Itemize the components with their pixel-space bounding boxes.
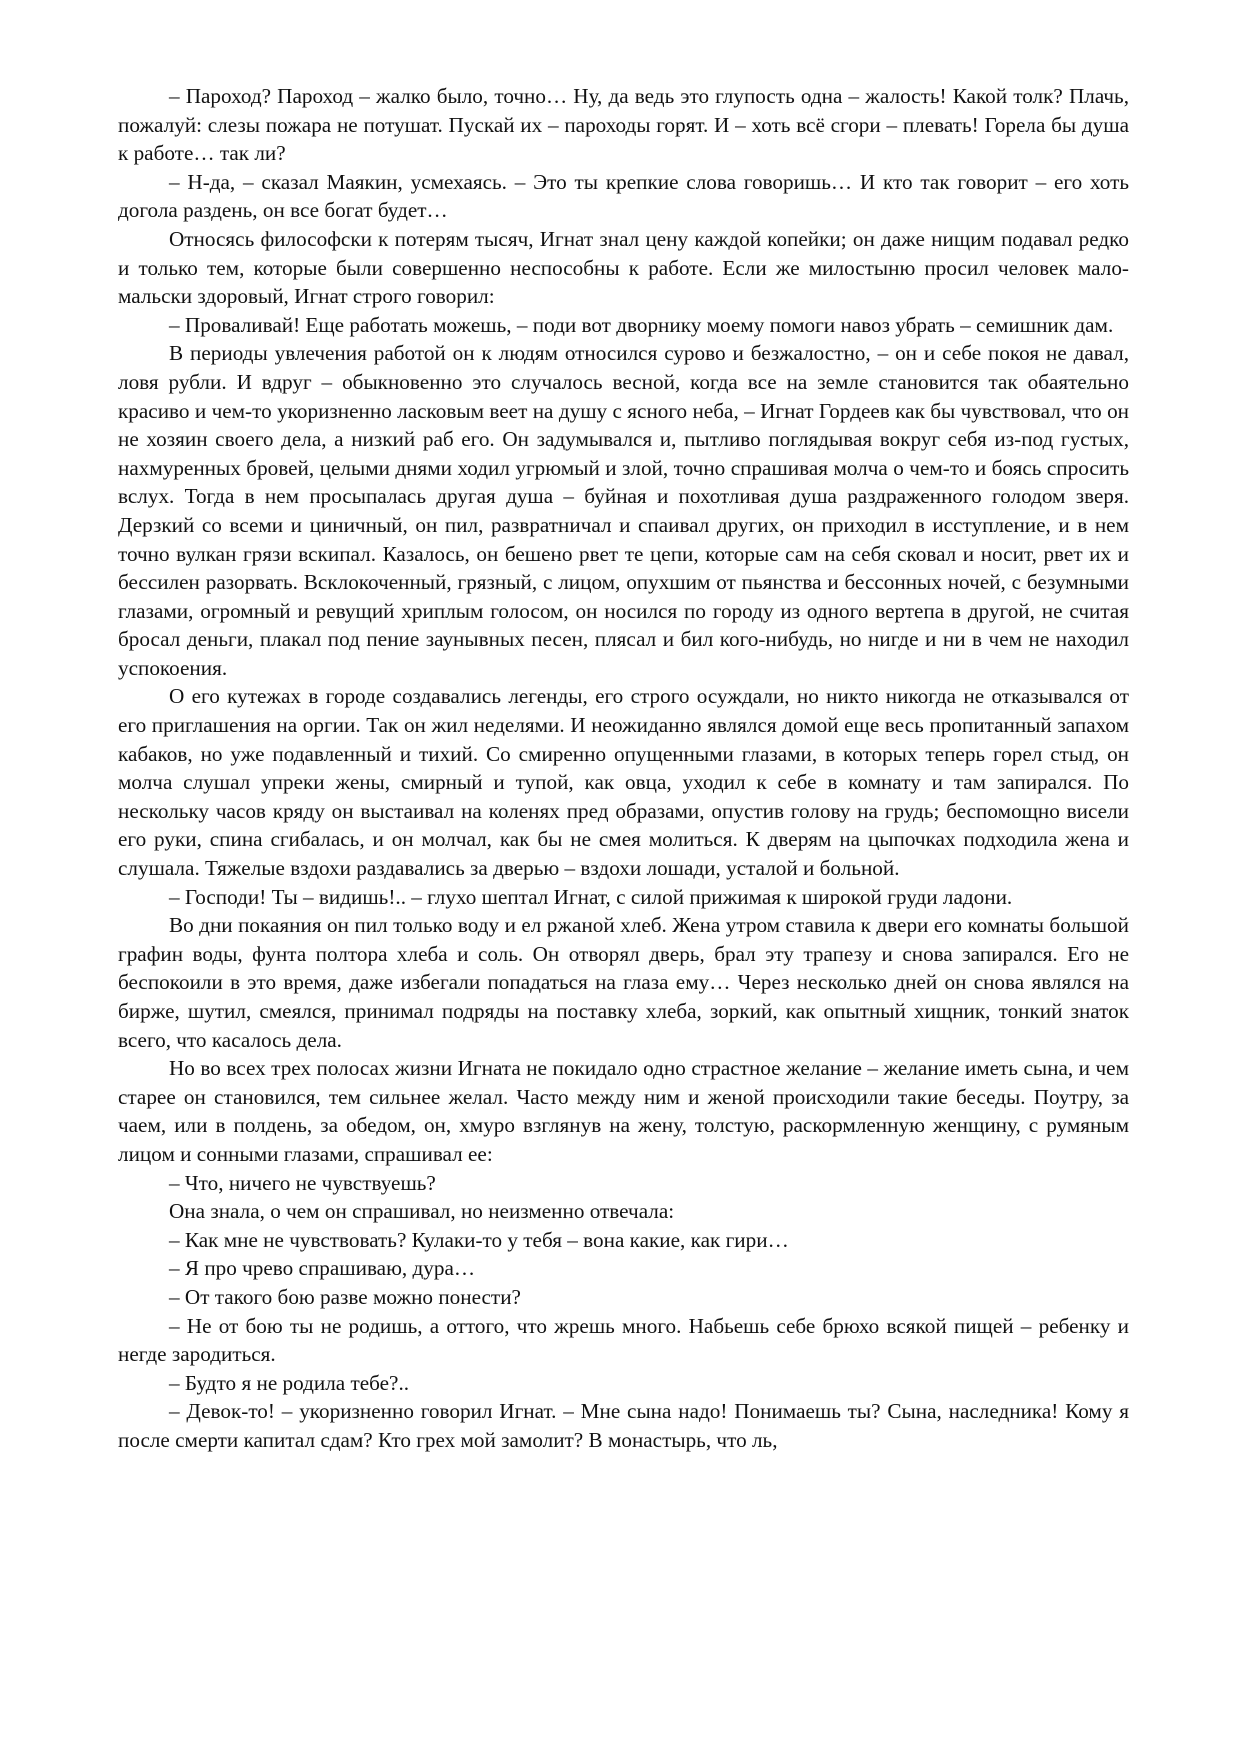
paragraph: – Будто я не родила тебе?.. xyxy=(169,1370,410,1395)
paragraph: В периоды увлечения работой он к людям относился сурово и безжалостно, – он и себе покоя не давал, ловя рубли. И вдруг – обыкновенно это случалось весной, когда все на земле становится так обаятельно красиво и чем-то укоризненно ласковым веет на душу с ясного неба, – Игнат Гордеев как бы чувствовал, что он не хозяин своего дела, а низкий раб его. Он задумывался и, пытливо поглядывая вокруг себя из-под густых, нахмуренных бровей, целыми днями ходил угрюмый и злой, точно спрашивая молча о чем-то и боясь спросить вслух. Тогда в нем просыпалась другая душа – буйная и похотливая душа раздраженного голодом зверя. Дерзкий со всеми и циничный, он пил, развратничал и спаивал других, он приходил в исступление, и в нем точно вулкан грязи вскипал. Казалось, он бешено рвет те цепи, которые сам на себя сковал и носит, рвет их и бессилен разорвать. Всклокоченный, грязный, с лицом, опухшим от пьянства и бессонных ночей, с безумными глазами, огромный и ревущий хриплым голосом, он носился по городу из одного вертепа в другой, не считая бросал деньги, плакал под пение заунывных песен, плясал и бил кого-нибудь, но нигде и ни в чем не находил успокоения. xyxy=(118,341,1129,680)
paragraph: – Девок-то! – укоризненно говорил Игнат. – Мне сына надо! Понимаешь ты? Сына, наследника! Кому я после смерти капитал сдам? Кто грех мой замолит? В монастырь, что ль, xyxy=(118,1399,1129,1452)
paragraph: Она знала, о чем он спрашивал, но неизменно отвечала: xyxy=(169,1199,675,1224)
paragraph: О его кутежах в городе создавались легенды, его строго осуждали, но никто никогда не отказывался от его приглашения на оргии. Так он жил неделями. И неожиданно являлся домой еще весь пропитанный запахом кабаков, но уже подавленный и тихий. Со смиренно опущенными глазами, в которых теперь горел стыд, он молча слушал упреки жены, смирный и тупой, как овца, уходил к себе в комнату и там запирался. По нескольку часов кряду он выстаивал на коленях пред образами, опустив голову на грудь; беспомощно висели его руки, спина сгибалась, и он молчал, как бы не смея молиться. К дверям на цыпочках подходила жена и слушала. Тяжелые вздохи раздавались за дверью – вздохи лошади, усталой и больной. xyxy=(118,684,1129,881)
paragraph: Но во всех трех полосах жизни Игната не покидало одно страстное желание – желание иметь сына, и чем старее он становился, тем сильнее желал. Часто между ним и женой происходили такие беседы. Поутру, за чаем, или в полдень, за обедом, он, хмуро взглянув на жену, толстую, раскормленную женщину, с румяным лицом и сонными глазами, спрашивал ее: xyxy=(118,1056,1129,1166)
paragraph: – Господи! Ты – видишь!.. – глухо шептал Игнат, с силой прижимая к широкой груди ладони. xyxy=(169,884,1013,909)
paragraph: – Не от бою ты не родишь, а оттого, что жрешь много. Набьешь себе брюхо всякой пищей – ребенку и негде зародиться. xyxy=(118,1313,1129,1367)
paragraph: Относясь философски к потерям тысяч, Игнат знал цену каждой копейки; он даже нищим подавал редко и только тем, которые были совершенно неспособны к работе. Если же милостыню просил человек мало-мальски здоровый, Игнат строго говорил: xyxy=(118,226,1129,309)
paragraph: Во дни покаяния он пил только воду и ел ржаной хлеб. Жена утром ставила к двери его комнаты большой графин воды, фунта полтора хлеба и соль. Он отворял дверь, брал эту трапезу и снова запирался. Его не беспокоили в это время, даже избегали попадаться на глаза ему… Через несколько дней он снова являлся на бирже, шутил, смеялся, принимал подряды на поставку хлеба, зоркий, как опытный хищник, тонкий знаток всего, что касалось дела. xyxy=(118,913,1129,1052)
paragraph: – Что, ничего не чувствуешь? xyxy=(169,1170,436,1195)
paragraph: – Н-да, – сказал Маякин, усмехаясь. – Это ты крепкие слова говоришь… И кто так говорит – его хоть догола раздень, он все богат будет… xyxy=(118,169,1129,223)
paragraph: – Проваливай! Еще работать можешь, – поди вот дворнику моему помоги навоз убрать – семишник дам. xyxy=(169,312,1114,337)
paragraph: – Я про чрево спрашиваю, дура… xyxy=(169,1256,476,1281)
body-text xyxy=(118,82,1129,1455)
paragraph: – Как мне не чувствовать? Кулаки-то у тебя – вона какие, как гири… xyxy=(169,1227,789,1252)
paragraph: – Пароход? Пароход – жалко было, точно… Ну, да ведь это глупость одна – жалость! Какой толк? Плачь, пожалуй: слезы пожара не потушат. Пускай их – пароходы горят. И – хоть всё сгори – плевать! Горела бы душа к работе… так ли? xyxy=(118,84,1129,166)
paragraph: – От такого бою разве можно понести? xyxy=(169,1284,521,1309)
